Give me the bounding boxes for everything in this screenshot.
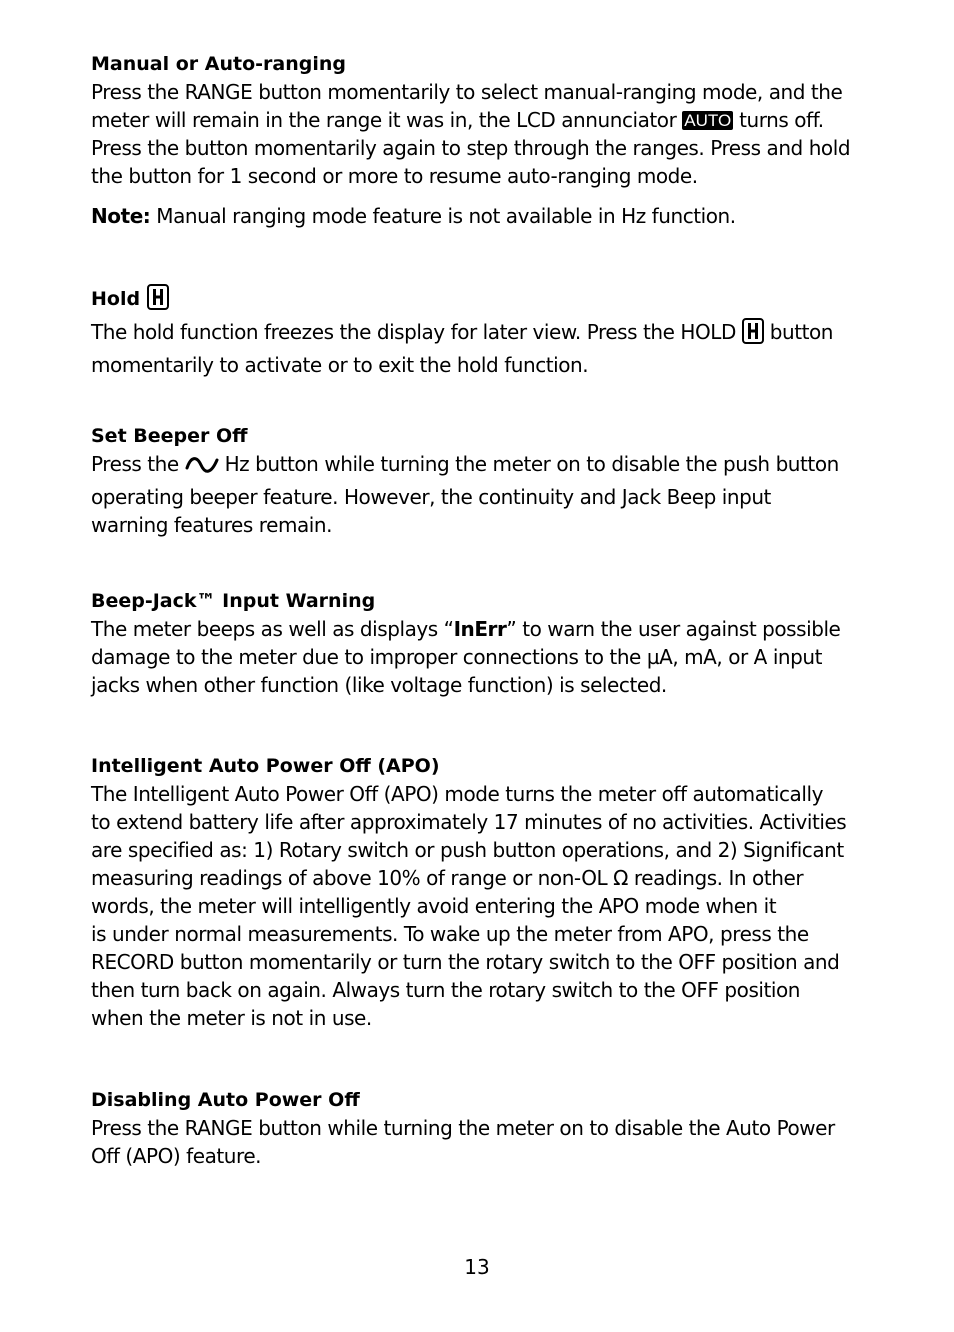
- paragraph-hold: [91, 318, 903, 379]
- heading-set-beeper-off: Set Beeper Off: [91, 425, 248, 447]
- heading-hold: [91, 284, 903, 318]
- text-segment: ” to warn the user against possible: [506, 617, 841, 641]
- text-line: The Intelligent Auto Power Off (APO) mode turns the meter off automatically: [91, 782, 823, 806]
- text-line: Press the RANGE button while turning the meter on to disable the Auto Power: [91, 1116, 835, 1140]
- heading-apo: Intelligent Auto Power Off (APO): [91, 755, 440, 777]
- section-beep-jack: [91, 587, 903, 699]
- paragraph-set-beeper-off: [91, 450, 903, 539]
- hold-h-icon: [742, 318, 764, 351]
- note-label: Note:: [91, 204, 151, 228]
- text-line: Press the button momentarily again to step through the ranges. Press and hold: [91, 136, 851, 160]
- heading-manual-ranging: Manual or Auto-ranging: [91, 53, 346, 75]
- page-number: 13: [464, 1255, 490, 1279]
- text-line: jacks when other function (like voltage function) is selected.: [91, 673, 667, 697]
- text-line: the button for 1 second or more to resume auto-ranging mode.: [91, 164, 698, 188]
- text-segment: The meter beeps as well as displays “: [91, 617, 454, 641]
- text-line: Press the RANGE button momentarily to select manual-ranging mode, and the: [91, 80, 843, 104]
- heading-disable-apo: Disabling Auto Power Off: [91, 1089, 360, 1111]
- text-line: are specified as: 1) Rotary switch or push button operations, and 2) Significant: [91, 838, 844, 862]
- section-set-beeper-off: [91, 422, 903, 539]
- text-segment: button: [763, 320, 834, 344]
- text-line: [91, 450, 903, 483]
- text-line: damage to the meter due to improper connections to the µA, mA, or A input: [91, 645, 823, 669]
- inerr-text: InErr: [453, 617, 507, 641]
- text-line: momentarily to activate or to exit the hold function.: [91, 353, 589, 377]
- text-line: to extend battery life after approximately 17 minutes of no activities. Activities: [91, 810, 847, 834]
- text-line: is under normal measurements. To wake up the meter from APO, press the: [91, 922, 809, 946]
- text-line: warning features remain.: [91, 513, 333, 537]
- note-text: Manual ranging mode feature is not available in Hz function.: [150, 204, 736, 228]
- text-line: [91, 106, 903, 134]
- text-line: RECORD button momentarily or turn the rotary switch to the OFF position and: [91, 950, 840, 974]
- text-line: measuring readings of above 10% of range or non-OL Ω readings. In other: [91, 866, 804, 890]
- text-segment: Press the: [91, 452, 185, 476]
- text-line: when the meter is not in use.: [91, 1006, 372, 1030]
- note-paragraph: [91, 202, 903, 230]
- text-line: operating beeper feature. However, the continuity and Jack Beep input: [91, 485, 771, 509]
- text-line: words, the meter will intelligently avoid entering the APO mode when it: [91, 894, 777, 918]
- section-hold: [91, 284, 903, 379]
- text-line: [91, 318, 903, 351]
- text-line: Off (APO) feature.: [91, 1144, 262, 1168]
- section-disable-apo: [91, 1086, 903, 1170]
- text-line: [91, 202, 903, 230]
- text-segment: The hold function freezes the display for later view. Press the HOLD: [91, 320, 742, 344]
- paragraph-manual-ranging: [91, 78, 903, 190]
- text-line: [91, 615, 903, 643]
- auto-annunciator-badge: AUTO: [684, 111, 732, 130]
- section-manual-ranging: [91, 50, 903, 230]
- paragraph-apo: [91, 780, 903, 1032]
- heading-beep-jack: Beep-Jack™ Input Warning: [91, 590, 376, 612]
- text-segment: meter will remain in the range it was in, the LCD annunciator: [91, 108, 683, 132]
- text-segment: turns off.: [733, 108, 824, 132]
- paragraph-disable-apo: [91, 1114, 903, 1170]
- hold-h-icon: [147, 284, 169, 318]
- section-apo: [91, 752, 903, 1032]
- heading-hold-text: Hold: [91, 288, 141, 310]
- text-line: then turn back on again. Always turn the rotary switch to the OFF position: [91, 978, 801, 1002]
- sine-wave-icon: [185, 454, 219, 483]
- paragraph-beep-jack: [91, 615, 903, 699]
- text-segment: Hz button while turning the meter on to disable the push button: [218, 452, 839, 476]
